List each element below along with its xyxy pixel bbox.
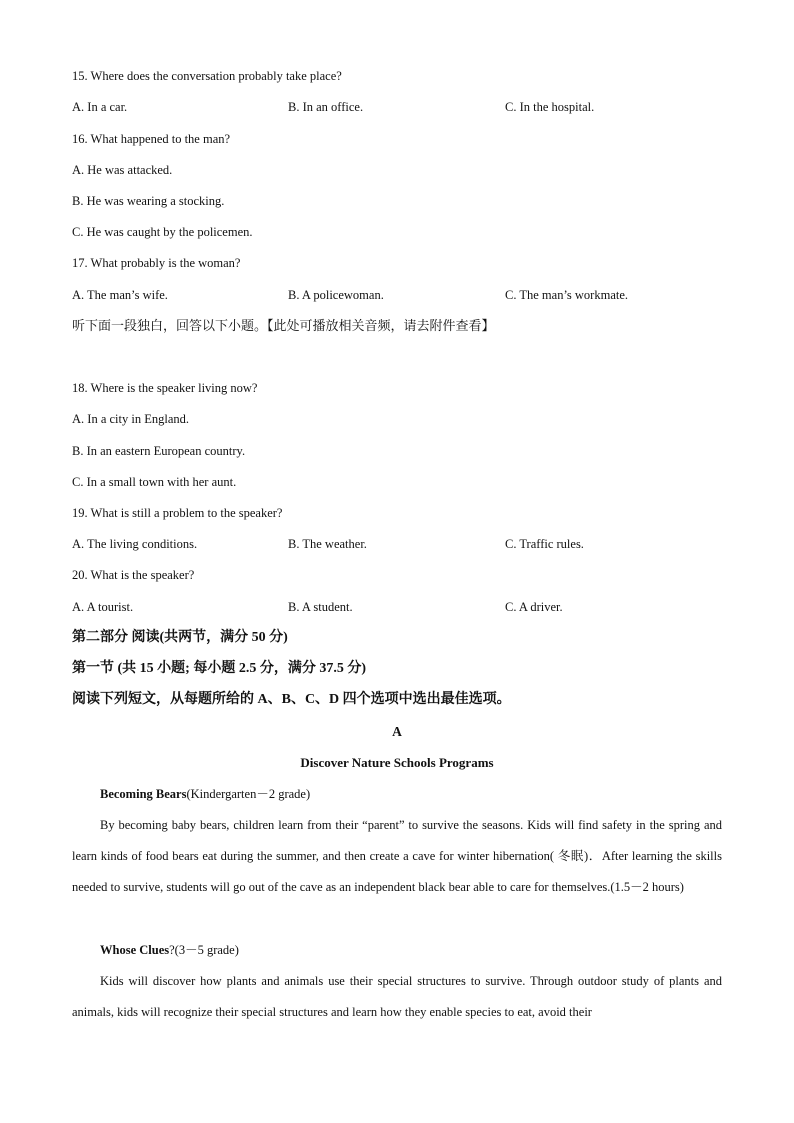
question-19-option-a: A. The living conditions. [72,537,198,551]
question-16-stem: 16. What happened to the man? [72,132,231,146]
passage-title: Discover Nature Schools Programs [300,755,494,770]
question-15-option-b: B. In an office. [288,100,364,114]
question-19-option-b: B. The weather. [288,537,367,551]
program-name: Whose Clues [100,943,170,957]
program-name: Becoming Bears [100,787,187,801]
question-15-stem: 15. Where does the conversation probably take place? [72,69,342,83]
question-18-option-a: A. In a city in England. [72,412,189,426]
question-17-stem: 17. What probably is the woman? [72,256,241,270]
reading-instruction: 阅读下列短文，从每题所给的 A、B、C、D 四个选项中选出最佳选项。 [72,692,511,707]
question-20-stem: 20. What is the speaker? [72,568,195,582]
question-18-stem: 18. Where is the speaker living now? [72,381,258,395]
question-17-option-c: C. The man’s workmate. [505,288,629,302]
question-20-option-a: A. A tourist. [72,600,134,614]
question-15-option-a: A. In a car. [72,100,128,114]
passage-letter: A [392,724,402,739]
question-16-option-c: C. He was caught by the policemen. [72,225,253,239]
question-20-option-c: C. A driver. [505,600,563,614]
program-description-becoming-bears: By becoming baby bears, children learn from their “parent” to survive the seasons. Kids will find safety in the spring and learn kinds of food bears eat during the summer, and then create a cave for winter hibernation( 冬眠)．After learning the skills needed to survive, students will go out of the cave as an independent black bear able to care for themselves.(1.5－2 hours) [72,818,722,895]
question-15-option-c: C. In the hospital. [505,100,595,114]
question-16-option-b: B. He was wearing a stocking. [72,194,225,208]
program-description-whose-clues: Kids will discover how plants and animals use their special structures to survive. Through outdoor study of plants and animals, kids will recognize their special structures and learn how they enable species to eat, avoid their [72,974,722,1020]
question-19-stem: 19. What is still a problem to the speaker? [72,506,283,520]
monologue-instruction: 听下面一段独白，回答以下小题。【此处可播放相关音频，请去附件查看】 [72,318,495,333]
question-16-option-a: A. He was attacked. [72,163,173,177]
question-20-option-b: B. A student. [288,600,353,614]
question-18-option-b: B. In an eastern European country. [72,444,246,458]
question-17-option-a: A. The man’s wife. [72,288,168,302]
program-heading-becoming-bears [100,786,310,802]
question-17-option-b: B. A policewoman. [288,288,384,302]
question-19-option-c: C. Traffic rules. [505,537,584,551]
section-one-title: 第一节 (共 15 小题; 每小题 2.5 分，满分 37.5 分) [72,661,366,676]
program-grade: ?(3－5 grade) [169,943,239,957]
question-18-option-c: C. In a small town with her aunt. [72,475,237,489]
program-heading-whose-clues [100,942,239,958]
part-two-title: 第二部分 阅读(共两节，满分 50 分) [72,630,288,645]
program-grade: (Kindergarten－2 grade) [186,787,311,801]
